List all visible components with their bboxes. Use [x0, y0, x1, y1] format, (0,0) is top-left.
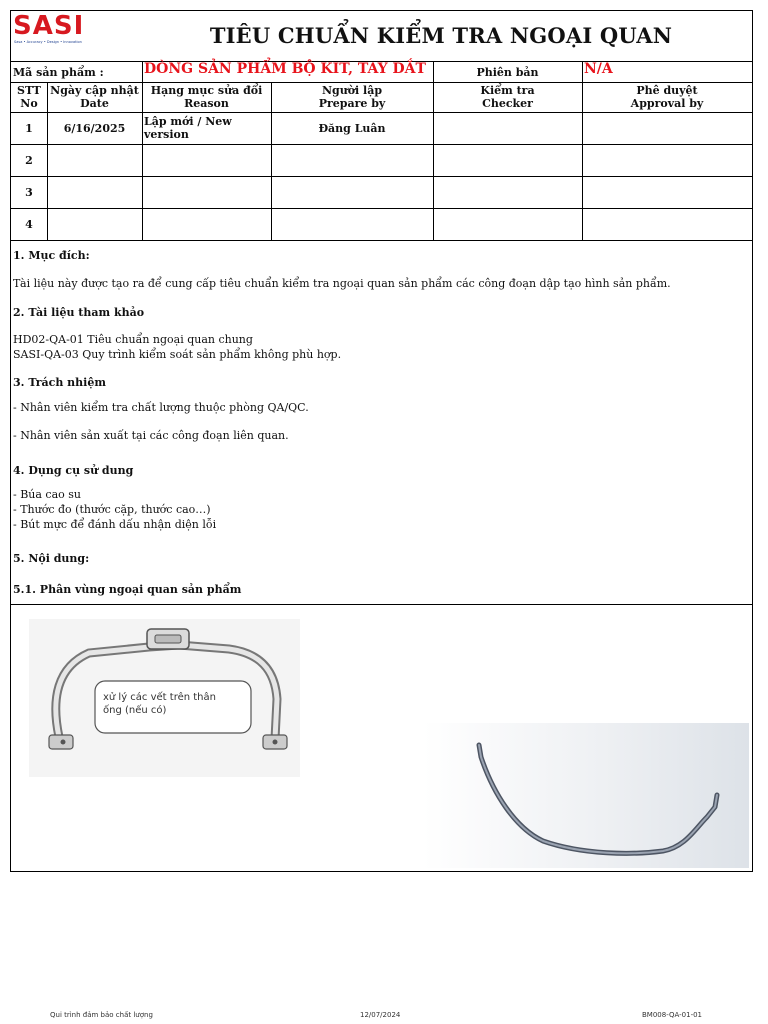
version-label: Phiên bản: [476, 66, 539, 79]
row-2-no: 2: [25, 154, 33, 167]
footer-date: 12/07/2024: [360, 1011, 401, 1019]
responsibility-item-2: - Nhân viên sản xuất tại các công đoạn liên quan.: [13, 429, 289, 442]
version-value: N/A: [584, 61, 613, 77]
tube-render: [423, 723, 749, 868]
header-checker-line2: Checker: [482, 97, 533, 110]
header-no-line2: No: [20, 97, 38, 110]
callout-line-2: ống (nếu có): [103, 705, 167, 716]
header-date: [47, 84, 142, 110]
zone-heading: 5.1. Phân vùng ngoại quan sản phẩm: [13, 583, 242, 596]
grid-line: [142, 61, 143, 82]
header-checker: [433, 84, 582, 110]
product-code-label: Mã sản phẩm :: [13, 66, 104, 79]
row-1-no: 1: [25, 122, 33, 135]
grid-line: [11, 240, 752, 241]
header-reason-line2: Reason: [184, 97, 229, 110]
sasi-logo: [13, 11, 103, 51]
header-approval: [582, 84, 752, 110]
header-prepare-line2: Prepare by: [318, 97, 386, 110]
tools-heading: 4. Dụng cụ sử dung: [13, 464, 134, 477]
header-prepare-line1: Người lập: [321, 84, 383, 97]
callout-line-1: xử lý các vết trên thân: [103, 692, 216, 703]
defect-callout: [103, 691, 216, 717]
logo-text: SASI: [13, 11, 85, 41]
row-4-no: 4: [25, 218, 33, 231]
grid-line: [582, 61, 583, 82]
reference-item-1: HD02-QA-01 Tiêu chuẩn ngoại quan chung: [13, 333, 253, 346]
content-heading: 5. Nội dung:: [13, 552, 90, 565]
footer-form-code: BM008-QA-01-01: [642, 1011, 702, 1019]
header-no-line1: STT: [17, 84, 41, 97]
grid-line: [11, 604, 752, 605]
header-no: [11, 84, 47, 110]
grid-line: [11, 144, 752, 145]
header-date-line1: Ngày cập nhật: [50, 84, 139, 97]
footer-left: Qui trình đảm bảo chất lượng: [50, 1011, 153, 1019]
document-title: TIÊU CHUẨN KIỂM TRA NGOẠI QUAN: [209, 23, 673, 48]
logo-tagline: Sasa • Accuracy • Design • Innovation: [14, 40, 82, 44]
tool-item-1: - Búa cao su: [13, 488, 82, 501]
header-reason: [142, 84, 271, 110]
inspection-sheet: [10, 10, 753, 872]
header-approval-line2: Approval by: [630, 97, 704, 110]
header-prepare: [271, 84, 433, 110]
row-1-reason: Lập mới / New version: [144, 115, 232, 141]
row-3-no: 3: [25, 186, 33, 199]
header-approval-line1: Phê duyệt: [636, 84, 698, 97]
purpose-heading: 1. Mục đích:: [13, 249, 90, 262]
reference-heading: 2. Tài liệu tham khảo: [13, 306, 145, 319]
handle-drawing: [29, 619, 300, 777]
header-reason-line1: Hạng mục sửa đổi: [150, 84, 263, 97]
responsibility-heading: 3. Trách nhiệm: [13, 376, 106, 389]
row-1-prepare: Đăng Luân: [318, 122, 386, 135]
header-checker-line1: Kiểm tra: [480, 84, 535, 97]
row-1-date: 6/16/2025: [63, 122, 126, 135]
header-date-line2: Date: [80, 97, 109, 110]
bent-tube-icon: [423, 723, 749, 868]
purpose-text: Tài liệu này được tạo ra để cung cấp tiêu chuẩn kiểm tra ngoại quan sản phẩm các công đoạn dập tạo hình sản phẩm.: [13, 277, 671, 290]
grid-line: [11, 82, 752, 83]
tool-item-3: - Bút mực để đánh dấu nhận diện lỗi: [13, 518, 217, 531]
grid-line: [11, 176, 752, 177]
grid-line: [11, 208, 752, 209]
responsibility-item-1: - Nhân viên kiểm tra chất lượng thuộc phòng QA/QC.: [13, 401, 309, 414]
reference-item-2: SASI-QA-03 Quy trình kiểm soát sản phẩm không phù hợp.: [13, 348, 342, 361]
tool-item-2: - Thước đo (thước cặp, thước cao…): [13, 503, 211, 516]
product-code-value: DÒNG SẢN PHẨM BỘ KIT, TAY DẮT: [144, 61, 426, 77]
grid-line: [11, 112, 752, 113]
